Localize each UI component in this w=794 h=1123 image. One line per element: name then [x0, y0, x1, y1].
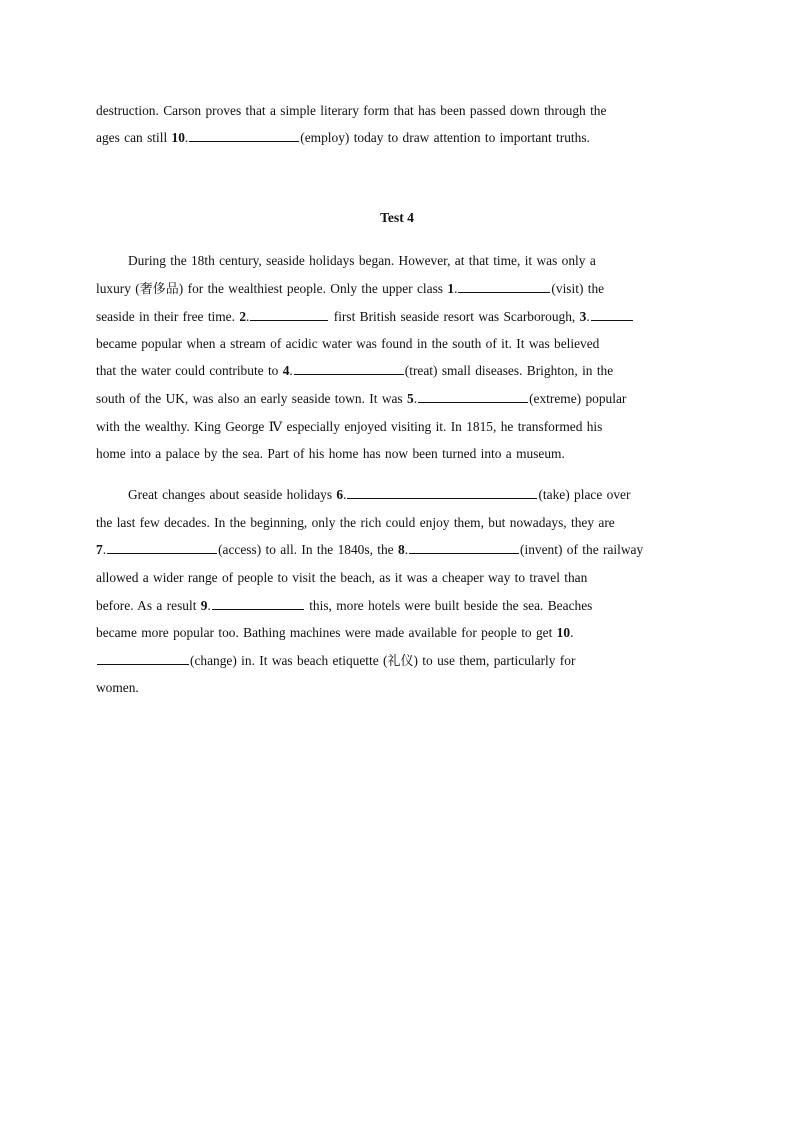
question-number: 5: [407, 391, 414, 406]
p1-line-4: [96, 335, 698, 353]
passage-text: (take) place over: [538, 487, 631, 502]
question-number: 7: [96, 542, 103, 557]
answer-blank[interactable]: [250, 308, 328, 321]
question-number: 4: [282, 363, 290, 378]
passage-text: became popular when a stream of acidic water was found in the south of it. It was believed: [96, 336, 600, 351]
passage-text: the last few decades. In the beginning, only the rich could enjoy them, but nowadays, they are: [96, 515, 615, 530]
passage-text: During the 18th century, seaside holidays began. However, at that time, it was only a: [128, 253, 596, 268]
intro-text: destruction. Carson proves that a simple literary form that has been passed down through the: [96, 103, 607, 118]
p2-line-1: Great changes about seaside holidays 6. (take) place over: [128, 487, 631, 502]
chinese-gloss: 礼仪: [387, 654, 414, 669]
passage-text: Great changes about seaside holidays: [128, 487, 337, 502]
p2-line-5: before. As a result 9. this, more hotels were built beside the sea. Beaches: [96, 598, 593, 613]
p2-line-3: 7. (access) to all. In the 1840s, the 8. (invent) of the railway: [96, 542, 644, 557]
answer-blank[interactable]: [212, 597, 304, 610]
p1-line-8: [96, 445, 698, 463]
test-title: Test 4: [380, 210, 414, 225]
passage-text: that the water could contribute to: [96, 363, 283, 378]
passage-text: (extreme) popular: [529, 391, 627, 406]
passage-text: south of the UK, was also an early seaside town. It was: [96, 391, 407, 406]
answer-blank[interactable]: [107, 541, 217, 554]
passage-text: home into a palace by the sea. Part of his home has now been turned into a museum.: [96, 446, 565, 461]
p1-line-6: south of the UK, was also an early seaside town. It was 5. (extreme) popular: [96, 391, 627, 406]
p1-line-5: that the water could contribute to 4. (treat) small diseases. Brighton, in the: [96, 363, 614, 378]
intro-text: ages can still: [96, 130, 172, 145]
p2-line-2: [96, 514, 698, 532]
passage-text: seaside in their free time.: [96, 309, 240, 324]
passage-text: ) for the wealthiest people. Only the upper class: [178, 281, 448, 296]
passage-text: (access) to all. In the 1840s, the: [218, 542, 398, 557]
question-number: 10: [171, 130, 185, 145]
passage-text: this, more hotels were built beside the sea. Beaches: [304, 598, 593, 613]
question-number: 1: [447, 281, 455, 296]
passage-text: ) to use them, particularly for: [413, 653, 576, 668]
p1-line-7: [96, 418, 698, 436]
question-number: 6: [336, 487, 344, 502]
p1-line-3: seaside in their free time. 2. first British seaside resort was Scarborough, 3.: [96, 308, 698, 326]
passage-text: women.: [96, 680, 139, 695]
p1-line-2: luxury (奢侈品) for the wealthiest people. Only the upper class 1. (visit) the: [96, 281, 605, 297]
question-number: 8: [397, 542, 405, 557]
answer-blank[interactable]: [189, 129, 299, 142]
question-number: 10: [556, 625, 571, 640]
p2-line-4: [96, 569, 698, 587]
answer-blank[interactable]: [347, 486, 537, 499]
passage-text: luxury (: [96, 281, 140, 296]
passage-text: (treat) small diseases. Brighton, in the: [404, 363, 614, 378]
passage-text: allowed a wider range of people to visit the beach, as it was a cheaper way to travel than: [96, 570, 588, 585]
passage-text: (visit) the: [551, 281, 605, 296]
question-number: 3: [579, 309, 587, 324]
question-number: 9: [200, 598, 208, 613]
p2-line-6: became more popular too. Bathing machines were made available for people to get 10.: [96, 625, 574, 640]
answer-blank[interactable]: [97, 652, 189, 665]
chinese-gloss: 奢侈品: [139, 282, 179, 297]
question-number: 2: [239, 309, 247, 324]
passage-text: (invent) of the railway: [520, 542, 644, 557]
passage-text: became more popular too. Bathing machines were made available for people to get: [96, 625, 557, 640]
answer-blank[interactable]: [409, 541, 519, 554]
passage-text: before. As a result: [96, 598, 201, 613]
passage-text: with the wealthy. King George Ⅳ especially enjoyed visiting it. In 1815, he transformed his: [96, 419, 603, 434]
p2-line-7: [96, 652, 698, 671]
intro-text: (employ) today to draw attention to important truths.: [300, 130, 590, 145]
answer-blank[interactable]: [591, 308, 633, 321]
p2-line-8: [96, 679, 698, 697]
answer-blank[interactable]: [294, 362, 404, 375]
passage-text: first British seaside resort was Scarborough,: [329, 309, 580, 324]
p1-line-1: [128, 252, 698, 270]
answer-blank[interactable]: [458, 280, 550, 293]
intro-line-1: [96, 102, 698, 120]
intro-line-2: ages can still 10. (employ) today to draw attention to important truths.: [96, 130, 590, 145]
answer-blank[interactable]: [418, 390, 528, 403]
passage-text: (change) in. It was beach etiquette (: [190, 653, 388, 668]
